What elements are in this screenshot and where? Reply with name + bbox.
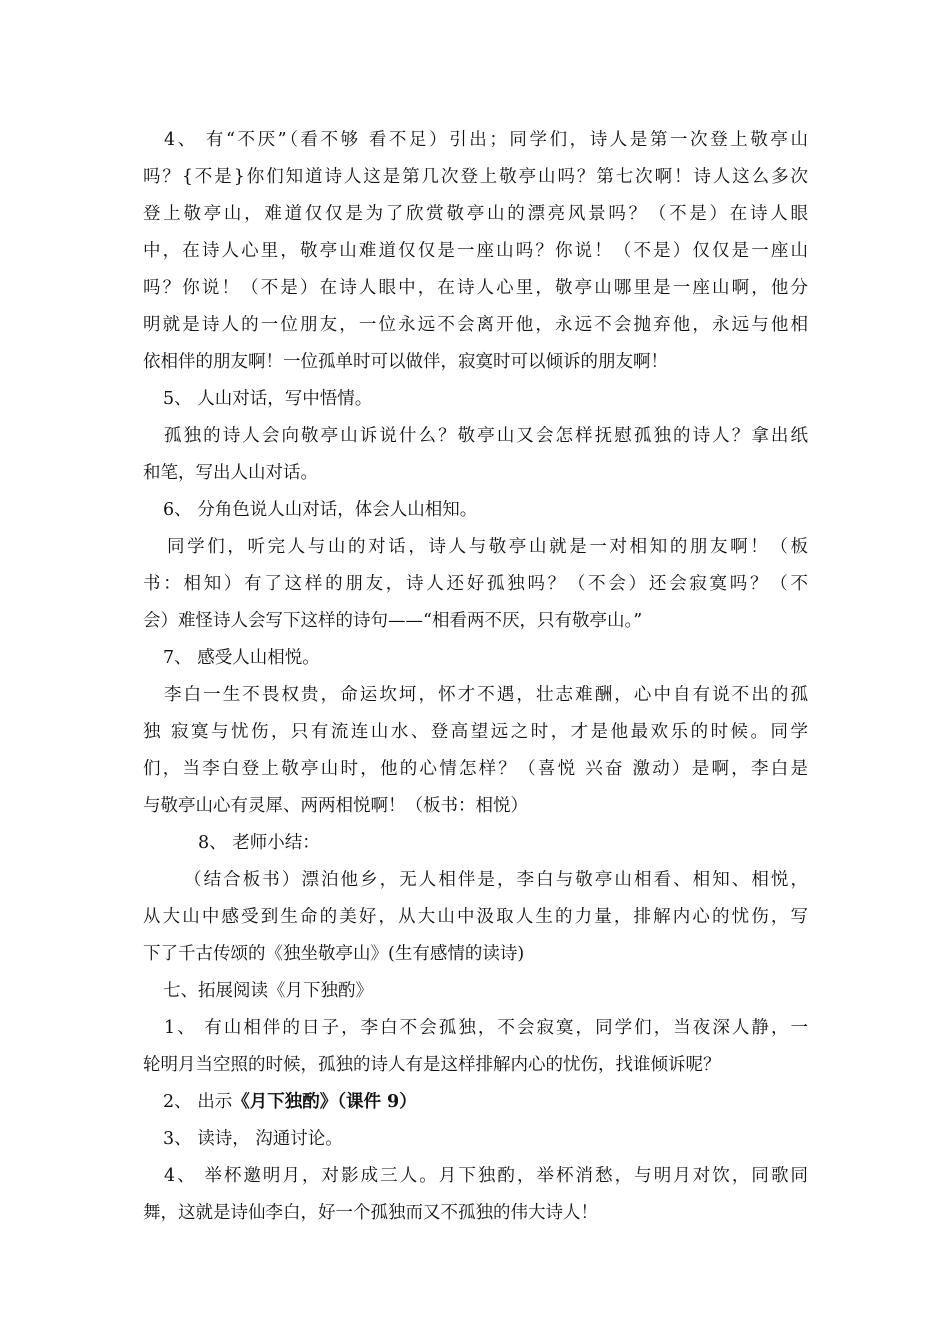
text-line: 从大山中感受到生命的美好，从大山中汲取人生的力量，排解内心的忧伤，写 — [143, 907, 808, 927]
section-heading: 6、 分角色说人山对话，体会人山相知。 — [163, 500, 478, 520]
text-line: 明就是诗人的一位朋友，一位永远不会离开他，永远不会抛弃他，永远与他相 — [143, 315, 808, 335]
text-line: 轮明月当空照的时候，孤独的诗人有是这样排解内心的忧伤，找谁倾诉呢？ — [143, 1055, 721, 1075]
text-line: 同学们，听完人与山的对话，诗人与敬亭山就是一对相知的朋友啊！（板 — [167, 537, 808, 557]
text-line: 独 寂寞与忧伤，只有流连山水、登高望远之时，才是他最欢乐的时候。同学 — [143, 722, 808, 742]
text-line: 中，在诗人心里，敬亭山难道仅仅是一座山吗？你说！（不是）仅仅是一座山 — [143, 241, 808, 261]
text-line: 书：相知）有了这样的朋友，诗人还好孤独吗？（不会）还会寂寞吗？（不 — [143, 574, 808, 594]
text-line: 4、 有“不厌”（看不够 看不足）引出；同学们，诗人是第一次登上敬亭山 — [164, 130, 808, 150]
text-line: 们，当李白登上敬亭山时，他的心情怎样？（喜悦 兴奋 激动）是啊，李白是 — [143, 759, 808, 779]
text-line: 吗？你说！（不是）在诗人眼中，在诗人心里，敬亭山哪里是一座山啊，他分 — [143, 278, 808, 298]
text-line: 李白一生不畏权贵，命运坎坷，怀才不遇，壮志难酬，心中自有说不出的孤 — [164, 685, 808, 705]
text-line: 舞，这就是诗仙李白，好一个孤独而又不孤独的伟大诗人！ — [143, 1203, 598, 1223]
text-line: 孤独的诗人会向敬亭山诉说什么？敬亭山又会怎样抚慰孤独的诗人？拿出纸 — [164, 426, 808, 446]
section-heading: 5、 人山对话，写中悟情。 — [163, 389, 373, 409]
text-line: 1、 有山相伴的日子，李白不会孤独，不会寂寞，同学们，当夜深人静，一 — [164, 1018, 808, 1038]
text-line: 吗？{不是}你们知道诗人这是第几次登上敬亭山吗？第七次啊！诗人这么多次 — [143, 167, 808, 187]
text-line: 与敬亭山心有灵犀、两两相悦啊！（板书：相悦） — [143, 796, 528, 816]
section-heading: 8、 老师小结： — [198, 833, 320, 853]
text-line: （结合板书）漂泊他乡，无人相伴是，李白与敬亭山相看、相知、相悦， — [184, 870, 808, 890]
section-heading: 7、 感受人山相悦。 — [163, 648, 320, 668]
section-heading — [163, 1090, 828, 1114]
text-line: 4、 举杯邀明月，对影成三人。月下独酌，举杯消愁，与明月对饮，同歌同 — [164, 1166, 808, 1186]
section-heading: 七、拓展阅读《月下独酌》 — [163, 981, 373, 1001]
text-line: 登上敬亭山，难道仅仅是为了欣赏敬亭山的漂亮风景吗？（不是）在诗人眼 — [143, 204, 808, 224]
bold-title: 《月下独酌》（课件 9） — [232, 1092, 417, 1112]
text-fragment: 2、 出示 — [163, 1092, 233, 1112]
text-line: 下了千古传颂的《独坐敬亭山》(生有感情的读诗) — [143, 944, 525, 964]
text-line: 依相伴的朋友啊！一位孤单时可以做伴，寂寞时可以倾诉的朋友啊！ — [143, 352, 668, 372]
text-line: 会）难怪诗人会写下这样的诗句——“相看两不厌，只有敬亭山。” — [143, 611, 643, 631]
section-heading: 3、 读诗， 沟通讨论。 — [163, 1129, 343, 1149]
text-line: 和笔，写出人山对话。 — [143, 463, 318, 483]
